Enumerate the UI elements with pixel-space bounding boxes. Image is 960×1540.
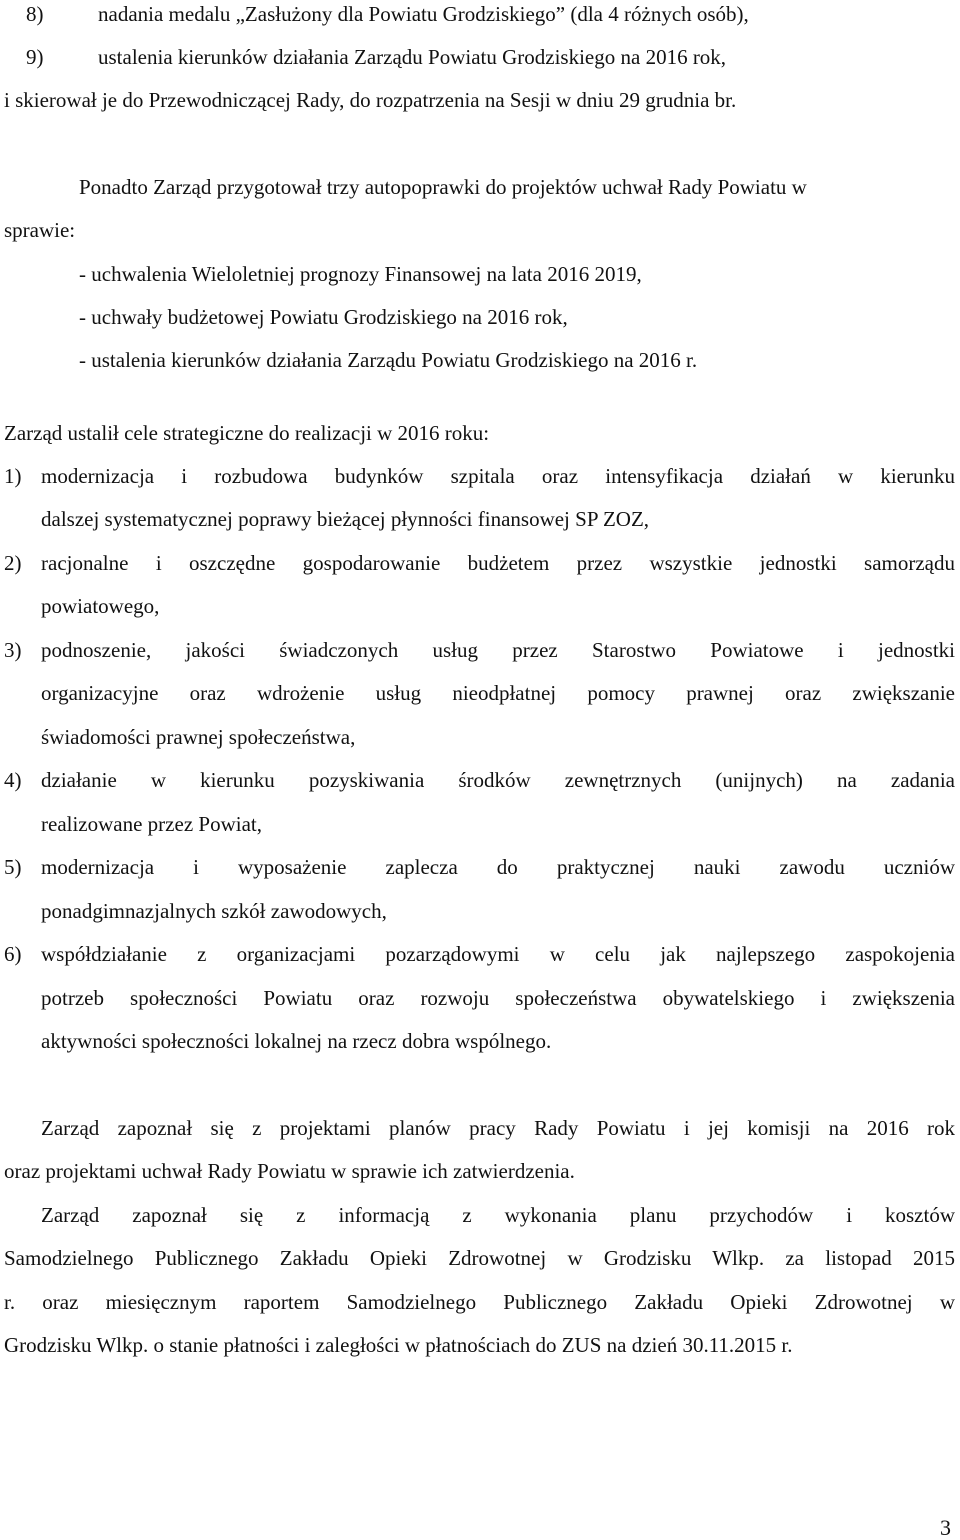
goal-line: współdziałanie z organizacjami pozarządowymi w celu jak najlepszego zaspokojenia <box>41 942 955 966</box>
goal-number: 6) <box>4 942 22 966</box>
goal-line: organizacyjne oraz wdrożenie usług nieodpłatnej pomocy prawnej oraz zwiększanie <box>41 681 955 705</box>
goal-number: 4) <box>4 768 22 792</box>
autopoprawki-intro-cont: sprawie: <box>4 218 76 242</box>
goal-line: dalszej systematycznej poprawy bieżącej płynności finansowej SP ZOZ, <box>41 507 650 531</box>
goal-line: aktywności społeczności lokalnej na rzecz dobra wspólnego. <box>41 1029 552 1053</box>
goal-number: 5) <box>4 855 22 879</box>
goal-line: powiatowego, <box>41 594 160 618</box>
goal-line: modernizacja i wyposażenie zaplecza do praktycznej nauki zawodu uczniów <box>41 855 955 879</box>
list-item: nadania medalu „Zasłużony dla Powiatu Grodziskiego” (dla 4 różnych osób), <box>98 2 749 26</box>
list-number: 8) <box>26 2 44 26</box>
goals-heading: Zarząd ustalił cele strategiczne do realizacji w 2016 roku: <box>4 421 490 445</box>
goal-line: podnoszenie, jakości świadczonych usług przez Starostwo Powiatowe i jednostki <box>41 638 955 662</box>
autopoprawki-intro: Ponadto Zarząd przygotował trzy autopoprawki do projektów uchwał Rady Powiatu w <box>79 175 807 199</box>
goal-line: modernizacja i rozbudowa budynków szpitala oraz intensyfikacja działań w kierunku <box>41 464 955 488</box>
plans-paragraph-line: Zarząd zapoznał się z projektami planów pracy Rady Powiatu i jej komisji na 2016 rok <box>41 1116 955 1140</box>
goal-number: 2) <box>4 551 22 575</box>
report-paragraph-line: Zarząd zapoznał się z informacją z wykonania planu przychodów i kosztów <box>41 1203 955 1227</box>
goal-line: działanie w kierunku pozyskiwania środków zewnętrznych (unijnych) na zadania <box>41 768 955 792</box>
goal-number: 1) <box>4 464 22 488</box>
report-paragraph-line: Grodzisku Wlkp. o stanie płatności i zaległości w płatnościach do ZUS na dzień 30.11.2015 r. <box>4 1333 793 1357</box>
page-number: 3 <box>940 1515 951 1540</box>
goal-line: racjonalne i oszczędne gospodarowanie budżetem przez wszystkie jednostki samorządu <box>41 551 955 575</box>
forwarded-line: i skierował je do Przewodniczącej Rady, do rozpatrzenia na Sesji w dniu 29 grudnia br. <box>4 88 737 112</box>
plans-paragraph-line: oraz projektami uchwał Rady Powiatu w sprawie ich zatwierdzenia. <box>4 1159 575 1183</box>
goal-line: ponadgimnazjalnych szkół zawodowych, <box>41 899 387 923</box>
goal-number: 3) <box>4 638 22 662</box>
goal-line: świadomości prawnej społeczeństwa, <box>41 725 356 749</box>
goal-line: potrzeb społeczności Powiatu oraz rozwoju społeczeństwa obywatelskiego i zwiększenia <box>41 986 955 1010</box>
autopoprawka-item: - ustalenia kierunków działania Zarządu Powiatu Grodziskiego na 2016 r. <box>79 348 698 372</box>
goal-line: realizowane przez Powiat, <box>41 812 262 836</box>
list-number: 9) <box>26 45 44 69</box>
autopoprawka-item: - uchwały budżetowej Powiatu Grodziskiego na 2016 rok, <box>79 305 568 329</box>
autopoprawka-item: - uchwalenia Wieloletniej prognozy Finansowej na lata 2016 2019, <box>79 262 642 286</box>
list-item: ustalenia kierunków działania Zarządu Powiatu Grodziskiego na 2016 rok, <box>98 45 727 69</box>
report-paragraph-line: Samodzielnego Publicznego Zakładu Opieki Zdrowotnej w Grodzisku Wlkp. za listopad 2015 <box>4 1246 955 1270</box>
report-paragraph-line: r. oraz miesięcznym raportem Samodzielnego Publicznego Zakładu Opieki Zdrowotnej w <box>4 1290 955 1314</box>
